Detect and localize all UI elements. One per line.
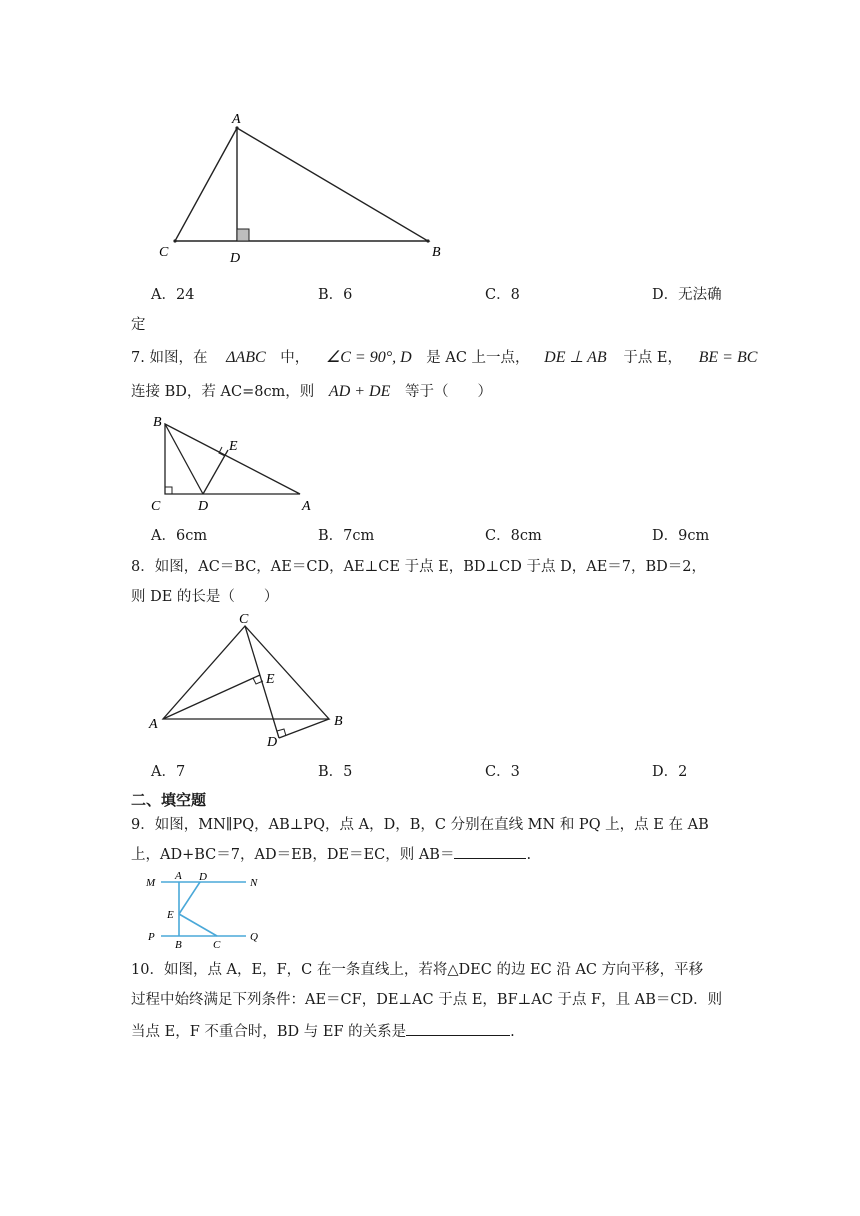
- q9-segment-ed: [179, 882, 200, 914]
- q8-label-c: C: [239, 612, 249, 627]
- q7-expr-sum: AD + DE: [328, 383, 391, 400]
- q10-answer-blank[interactable]: [406, 1035, 510, 1036]
- q7-on-ac: 是 AC 上一点，: [426, 350, 530, 366]
- q7-option-b[interactable]: B．7cm: [318, 528, 375, 544]
- q8-segment-ae: [163, 675, 260, 719]
- q10-stem-line2: 过程中始终满足下列条件：AE＝CF，DE⊥AC 于点 E，BF⊥AC 于点 F，且 AB＝CD．则: [131, 992, 723, 1008]
- q10-stem-line1: 10．如图，点 A，E，F，C 在一条直线上，若将△DEC 的边 EC 沿 AC 方向平移，平移: [131, 962, 704, 978]
- q9-label-d: D: [199, 871, 207, 883]
- q7-stem-line2: [131, 380, 492, 401]
- q6-option-d[interactable]: D．无法确: [652, 287, 722, 303]
- q9-label-c: C: [213, 939, 221, 950]
- q7-in: 中，: [280, 350, 310, 366]
- section-heading: 二、填空题: [131, 791, 207, 809]
- q9-line2-end: .: [526, 847, 532, 863]
- q6-label-d: D: [230, 251, 241, 266]
- q8-option-c[interactable]: C．3: [485, 764, 520, 780]
- q6-label-b: B: [432, 245, 441, 260]
- q7-option-d[interactable]: D．9cm: [652, 528, 710, 544]
- q8-figure: [145, 608, 355, 756]
- q7-label-a: A: [302, 499, 311, 514]
- q9-label-a: A: [175, 870, 182, 882]
- q7-expr-triangle: ΔABC: [226, 349, 266, 366]
- q6-label-a: A: [232, 112, 241, 127]
- q7-expr-perp: DE ⊥ AB: [544, 349, 607, 366]
- q7-right-angle-c: [165, 487, 172, 494]
- q6-option-b[interactable]: B．6: [318, 287, 353, 303]
- q9-label-e: E: [167, 909, 174, 921]
- q8-label-a: A: [149, 717, 158, 732]
- q10-stem-line3: [131, 1020, 515, 1041]
- q7-label-b: B: [153, 415, 162, 430]
- q7-triangle: [165, 424, 300, 494]
- q7-line2-post: 等于（ ）: [404, 384, 492, 400]
- q9-answer-blank[interactable]: [454, 858, 526, 859]
- q10-line3-text: 当点 E，F 不重合时，BD 与 EF 的关系是: [131, 1024, 407, 1040]
- q10-line3-end: .: [510, 1024, 515, 1040]
- q7-option-a[interactable]: A．6cm: [151, 528, 208, 544]
- q8-label-e: E: [266, 672, 275, 687]
- q7-segment-de: [203, 450, 228, 494]
- q8-option-d[interactable]: D．2: [652, 764, 688, 780]
- q6-option-d-wrap: 定: [131, 317, 146, 333]
- q6-triangle: [175, 128, 428, 241]
- q9-label-p: P: [148, 931, 155, 943]
- q9-label-n: N: [250, 877, 258, 889]
- q9-label-q: Q: [250, 931, 258, 943]
- q7-option-c[interactable]: C．8cm: [485, 528, 542, 544]
- q7-figure: [145, 410, 325, 518]
- q9-figure: [143, 868, 267, 950]
- q9-stem-line1: 9．如图，MN∥PQ，AB⊥PQ，点 A，D，B，C 分别在直线 MN 和 PQ 上，点 E 在 AB: [131, 817, 709, 833]
- q9-label-m: M: [146, 877, 156, 889]
- q7-label-e: E: [229, 439, 238, 454]
- q9-line2-text: 上，AD+BC＝7，AD＝EB，DE＝EC，则 AB＝: [131, 847, 455, 863]
- q6-option-a[interactable]: A．24: [151, 287, 195, 303]
- q9-stem-line2: [131, 843, 531, 864]
- q6-option-c[interactable]: C．8: [485, 287, 520, 303]
- q8-stem-line1: 8．如图，AC＝BC，AE＝CD，AE⊥CE 于点 E，BD⊥CD 于点 D，AE＝7，BD＝2，: [131, 559, 707, 575]
- q7-expr-angle: ∠C = 90°, D: [325, 349, 412, 366]
- q9-label-b: B: [175, 939, 182, 950]
- q8-triangle: [163, 626, 329, 719]
- q7-at-e: 于点 E，: [623, 350, 683, 366]
- q8-label-b: B: [334, 714, 343, 729]
- q8-option-a[interactable]: A．7: [151, 764, 186, 780]
- q6-label-c: C: [159, 245, 169, 260]
- q8-stem-line2: 则 DE 的长是（ ）: [131, 589, 279, 605]
- q9-segment-ec: [179, 914, 217, 936]
- q7-label-c: C: [151, 499, 161, 514]
- q8-segment-bd: [279, 719, 329, 738]
- q6-figure: [150, 110, 460, 270]
- q8-label-d: D: [267, 735, 278, 750]
- q7-stem-line1: [131, 346, 758, 367]
- q7-stem-pre: 7. 如图，在: [131, 350, 208, 366]
- q7-label-d: D: [198, 499, 209, 514]
- q7-expr-eq: BE = BC: [698, 349, 758, 366]
- q7-line2-pre: 连接 BD，若 AC=8cm，则: [131, 384, 315, 400]
- q8-option-b[interactable]: B．5: [318, 764, 353, 780]
- q6-right-angle-mark: [237, 229, 249, 241]
